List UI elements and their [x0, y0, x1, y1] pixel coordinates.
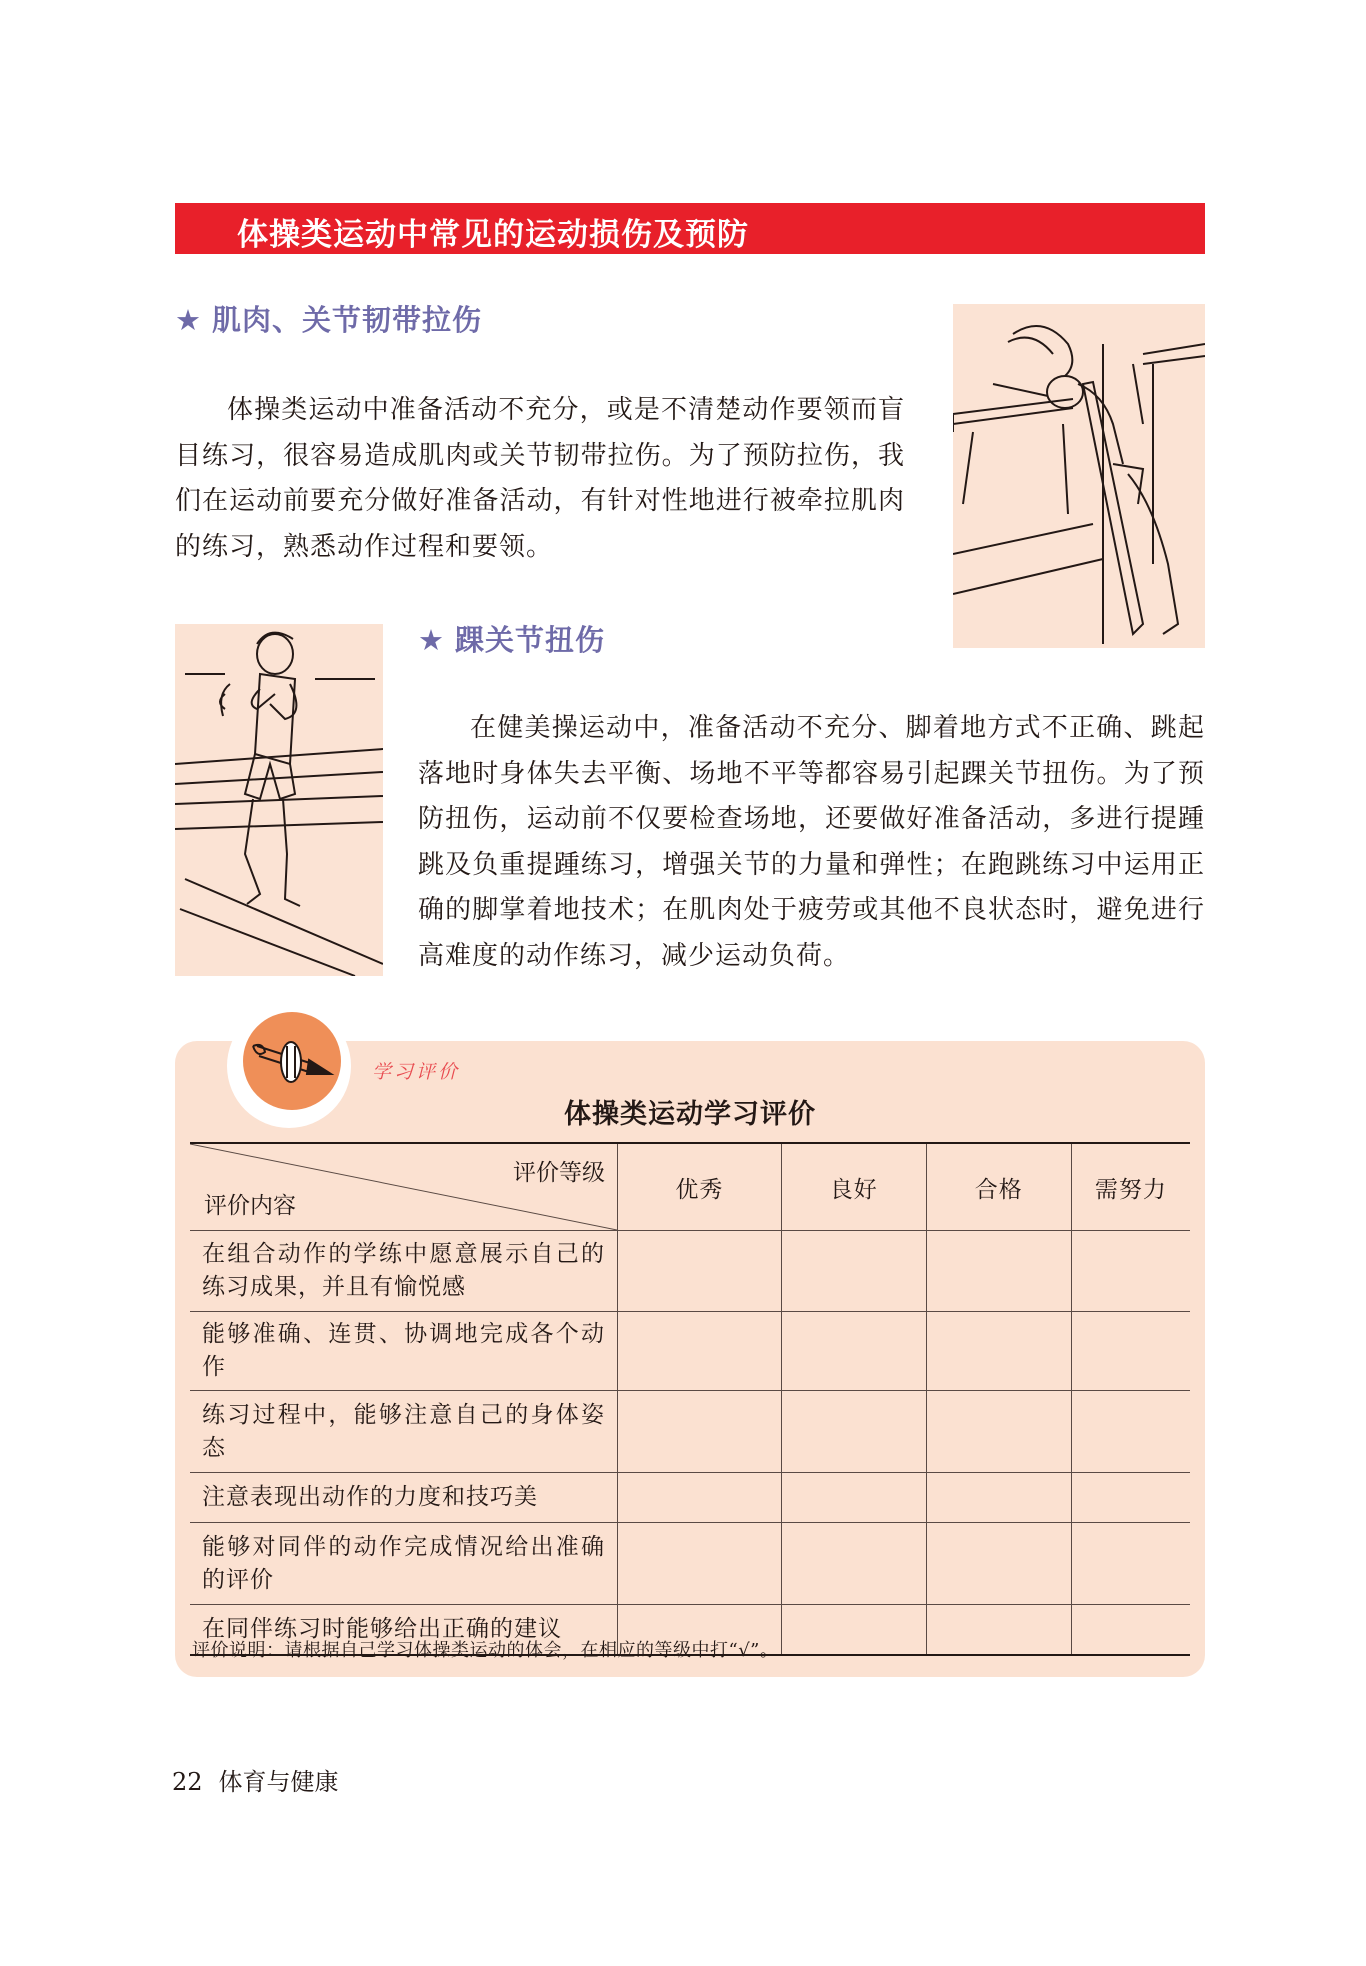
grade-cell[interactable]: [618, 1231, 782, 1312]
grade-cell[interactable]: [1071, 1605, 1190, 1655]
subheading-muscle-strain: [175, 298, 482, 339]
table-row: [190, 1312, 1190, 1391]
grade-cell[interactable]: [926, 1605, 1071, 1655]
page-footer: [172, 1762, 355, 1797]
header-diagonal-cell: [190, 1143, 618, 1231]
book-title: 体育与健康: [218, 1768, 339, 1796]
grade-header: 良好: [781, 1143, 926, 1231]
grade-cell[interactable]: [1071, 1473, 1190, 1523]
grade-header: 需努力: [1071, 1143, 1190, 1231]
grade-cell[interactable]: [781, 1312, 926, 1391]
row-criterion: 在组合动作的学练中愿意展示自己的练习成果，并且有愉悦感: [190, 1231, 618, 1312]
table-row: [190, 1231, 1190, 1312]
section-title-bar: [175, 203, 1205, 254]
grade-cell[interactable]: [781, 1231, 926, 1312]
ankle-sprain-illustration: [175, 624, 383, 976]
grade-cell[interactable]: [1071, 1523, 1190, 1605]
subheading-ankle-sprain: [418, 618, 605, 659]
gymnast-stretching-illustration: [953, 304, 1205, 648]
grade-cell[interactable]: [1071, 1231, 1190, 1312]
row-criterion: 注意表现出动作的力度和技巧美: [190, 1473, 618, 1523]
paragraph-muscle-strain: 体操类运动中准备活动不充分，或是不清楚动作要领而盲目练习，很容易造成肌肉或关节韧带拉伤。为了预防拉伤，我们在运动前要充分做好准备活动，有针对性地进行被牵拉肌肉的练习，熟悉动作过程和要领。: [175, 395, 905, 562]
star-icon: ★: [175, 303, 202, 337]
table-row: [190, 1523, 1190, 1605]
row-criterion: 在同伴练习时能够给出正确的建议: [190, 1605, 618, 1655]
row-criterion: 练习过程中，能够注意自己的身体姿态: [190, 1391, 618, 1473]
page-number: 22: [172, 1768, 203, 1796]
grade-cell[interactable]: [926, 1231, 1071, 1312]
grade-header: 优秀: [618, 1143, 782, 1231]
evaluation-badge-label: 学习评价: [372, 1061, 461, 1083]
grade-cell[interactable]: [781, 1391, 926, 1473]
evaluation-footnote: 评价说明：请根据自己学习体操类运动的体会，在相应的等级中打“√”。: [192, 1640, 779, 1661]
paragraph-ankle-sprain: 在健美操运动中，准备活动不充分、脚着地方式不正确、跳起落地时身体失去平衡、场地不平等都容易引起踝关节扭伤。为了预防扭伤，运动前不仅要检查场地，还要做好准备活动，多进行提踵跳及负重提踵练习，增强关节的力量和弹性；在跑跳练习中运用正确的脚掌着地技术；在肌肉处于疲劳或其他不良状态时，避免进行高难度的动作练习，减少运动负荷。: [418, 713, 1205, 971]
grade-cell[interactable]: [618, 1391, 782, 1473]
star-icon: ★: [418, 623, 445, 657]
table-row: [190, 1473, 1190, 1523]
grade-cell[interactable]: [618, 1523, 782, 1605]
grade-cell[interactable]: [926, 1391, 1071, 1473]
grade-cell[interactable]: [926, 1523, 1071, 1605]
evaluation-table: [190, 1142, 1190, 1656]
grade-cell[interactable]: [1071, 1312, 1190, 1391]
grade-cell[interactable]: [781, 1523, 926, 1605]
subheading-text: 肌肉、关节韧带拉伤: [212, 303, 483, 337]
grade-cell[interactable]: [926, 1312, 1071, 1391]
grade-header: 合格: [926, 1143, 1071, 1231]
row-criterion: 能够对同伴的动作完成情况给出准确的评价: [190, 1523, 618, 1605]
evaluation-table-title: 体操类运动学习评价: [564, 1099, 816, 1130]
table-header-row: [190, 1143, 1190, 1231]
header-grade-label: 评价等级: [513, 1160, 605, 1186]
row-criterion: 能够准确、连贯、协调地完成各个动作: [190, 1312, 618, 1391]
grade-cell[interactable]: [1071, 1391, 1190, 1473]
grade-cell[interactable]: [781, 1605, 926, 1655]
grade-cell[interactable]: [618, 1312, 782, 1391]
section-title: 体操类运动中常见的运动损伤及预防: [237, 217, 749, 253]
grade-cell[interactable]: [618, 1473, 782, 1523]
grade-cell[interactable]: [926, 1473, 1071, 1523]
table-row: [190, 1391, 1190, 1473]
grade-cell[interactable]: [781, 1473, 926, 1523]
subheading-text: 踝关节扭伤: [455, 623, 606, 657]
header-content-label: 评价内容: [204, 1193, 296, 1219]
